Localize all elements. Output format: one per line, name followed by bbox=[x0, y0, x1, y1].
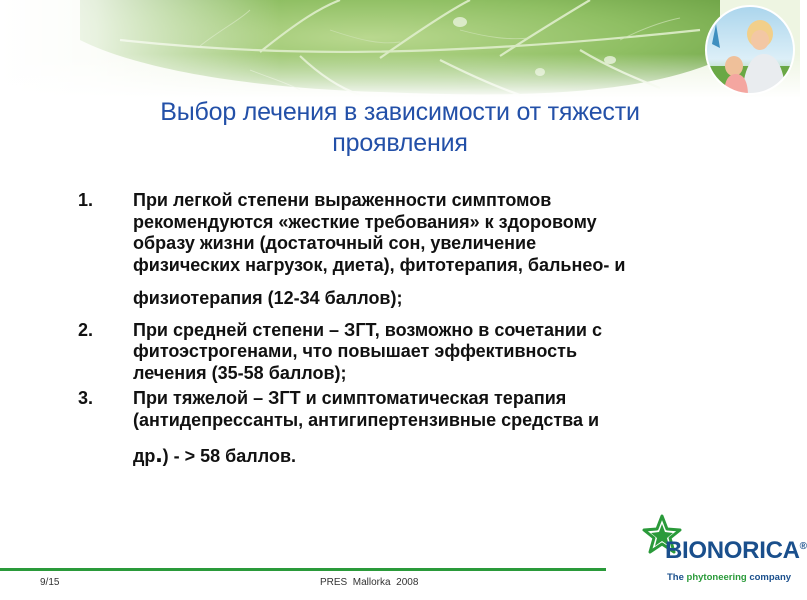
text-line: лечения (35-58 баллов); bbox=[133, 362, 347, 383]
leaf-banner bbox=[0, 0, 800, 98]
title-line-2: проявления bbox=[332, 129, 468, 157]
list-item bbox=[78, 190, 738, 310]
list-text bbox=[133, 388, 738, 468]
brand-name bbox=[665, 537, 807, 565]
text-line: физиотерапия (12-34 баллов); bbox=[133, 288, 403, 308]
slide-number: 9/15 bbox=[40, 577, 60, 588]
text-fragment: др bbox=[133, 446, 156, 466]
list-text bbox=[133, 190, 738, 310]
brand-text: BIONORICA bbox=[665, 537, 800, 564]
brand-tagline bbox=[667, 572, 791, 583]
text-line bbox=[133, 438, 738, 468]
footer-text: PRES Mallorka 2008 bbox=[320, 577, 419, 588]
list-number: 3. bbox=[78, 388, 94, 408]
text-line: рекомендуются «жесткие требования» к здоровому bbox=[133, 211, 597, 232]
title-line-1: Выбор лечения в зависимости от тяжести bbox=[160, 98, 640, 126]
text-line: (антидепрессанты, антигипертензивные средства и bbox=[133, 409, 600, 430]
list-text bbox=[133, 320, 738, 385]
family-photo bbox=[704, 4, 796, 96]
footer-divider bbox=[0, 568, 606, 571]
list-item bbox=[78, 388, 738, 468]
text-line: фитоэстрогенами, что повышает эффективность bbox=[133, 341, 578, 361]
tagline-highlight: phytoneering bbox=[686, 572, 747, 583]
list-number: 2. bbox=[78, 319, 94, 340]
list-number: 1. bbox=[78, 190, 94, 210]
text-line: При тяжелой – ЗГТ и симптоматическая терапия bbox=[133, 388, 567, 408]
text-line: При средней степени – ЗГТ, возможно в сочетании с bbox=[133, 319, 602, 340]
tagline-suffix: company bbox=[746, 572, 792, 583]
text-fragment: ) - > 58 баллов. bbox=[162, 446, 297, 466]
registered-mark: ® bbox=[799, 541, 807, 552]
text-line: При легкой степени выраженности симптомов bbox=[133, 190, 552, 210]
text-fragment: . bbox=[155, 438, 163, 468]
tagline-prefix: The bbox=[667, 572, 687, 583]
slide-title bbox=[100, 97, 700, 159]
list-item bbox=[78, 320, 738, 385]
treatment-list bbox=[78, 190, 738, 468]
text-line: образу жизни (достаточный сон, увеличение bbox=[133, 233, 537, 253]
text-line: физических нагрузок, диета), фитотерапия, бальнео- и bbox=[133, 254, 626, 275]
